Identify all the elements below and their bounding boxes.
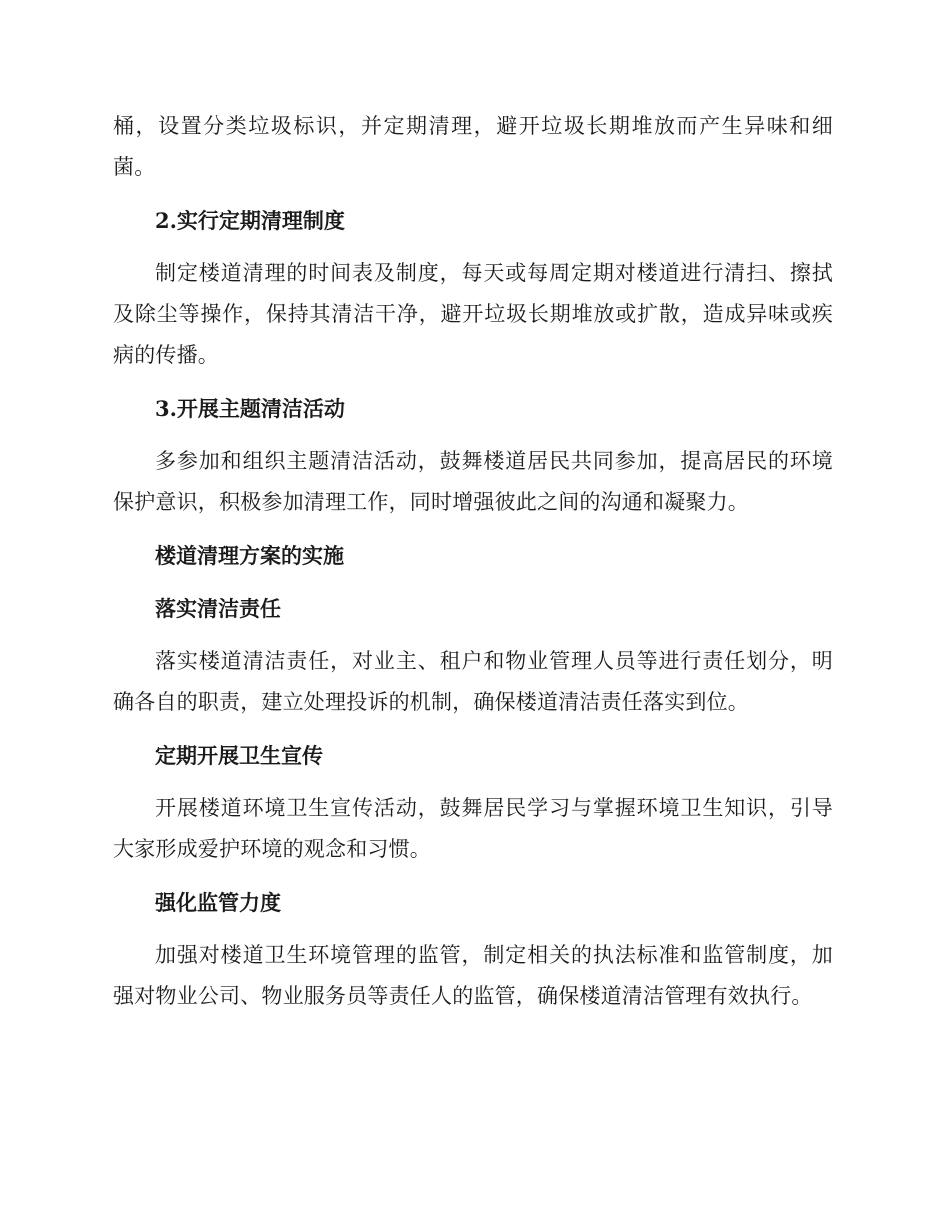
section-heading-2: 2.实行定期清理制度 xyxy=(155,208,345,233)
paragraph: 落实楼道清洁责任，对业主、租户和物业管理人员等进行责任划分，明确各自的职责，建立处理投诉的机制，确保楼道清洁责任落实到位。 xyxy=(113,649,833,714)
document-page xyxy=(113,106,833,1017)
subsection-heading-responsibility: 落实清洁责任 xyxy=(155,596,281,621)
paragraph: 加强对楼道卫生环境管理的监管，制定相关的执法标准和监管制度，加强对物业公司、物业服务员等责任人的监管，确保楼道清洁管理有效执行。 xyxy=(113,943,833,1008)
section-heading-implementation: 楼道清理方案的实施 xyxy=(155,543,344,568)
subsection-heading-supervision: 强化监管力度 xyxy=(155,890,281,915)
paragraph: 开展楼道环境卫生宣传活动，鼓舞居民学习与掌握环境卫生知识，引导大家形成爱护环境的观念和习惯。 xyxy=(113,796,833,861)
paragraph: 多参加和组织主题清洁活动，鼓舞楼道居民共同参加，提高居民的环境保护意识，积极参加清理工作，同时增强彼此之间的沟通和凝聚力。 xyxy=(113,449,833,514)
paragraph-continued: 桶，设置分类垃圾标识，并定期清理，避开垃圾长期堆放而产生异味和细菌。 xyxy=(113,114,833,179)
subsection-heading-publicity: 定期开展卫生宣传 xyxy=(155,743,323,768)
paragraph: 制定楼道清理的时间表及制度，每天或每周定期对楼道进行清扫、擦拭及除尘等操作，保持其清洁干净，避开垃圾长期堆放或扩散，造成异味或疾病的传播。 xyxy=(113,261,833,367)
section-heading-3: 3.开展主题清洁活动 xyxy=(155,396,345,421)
